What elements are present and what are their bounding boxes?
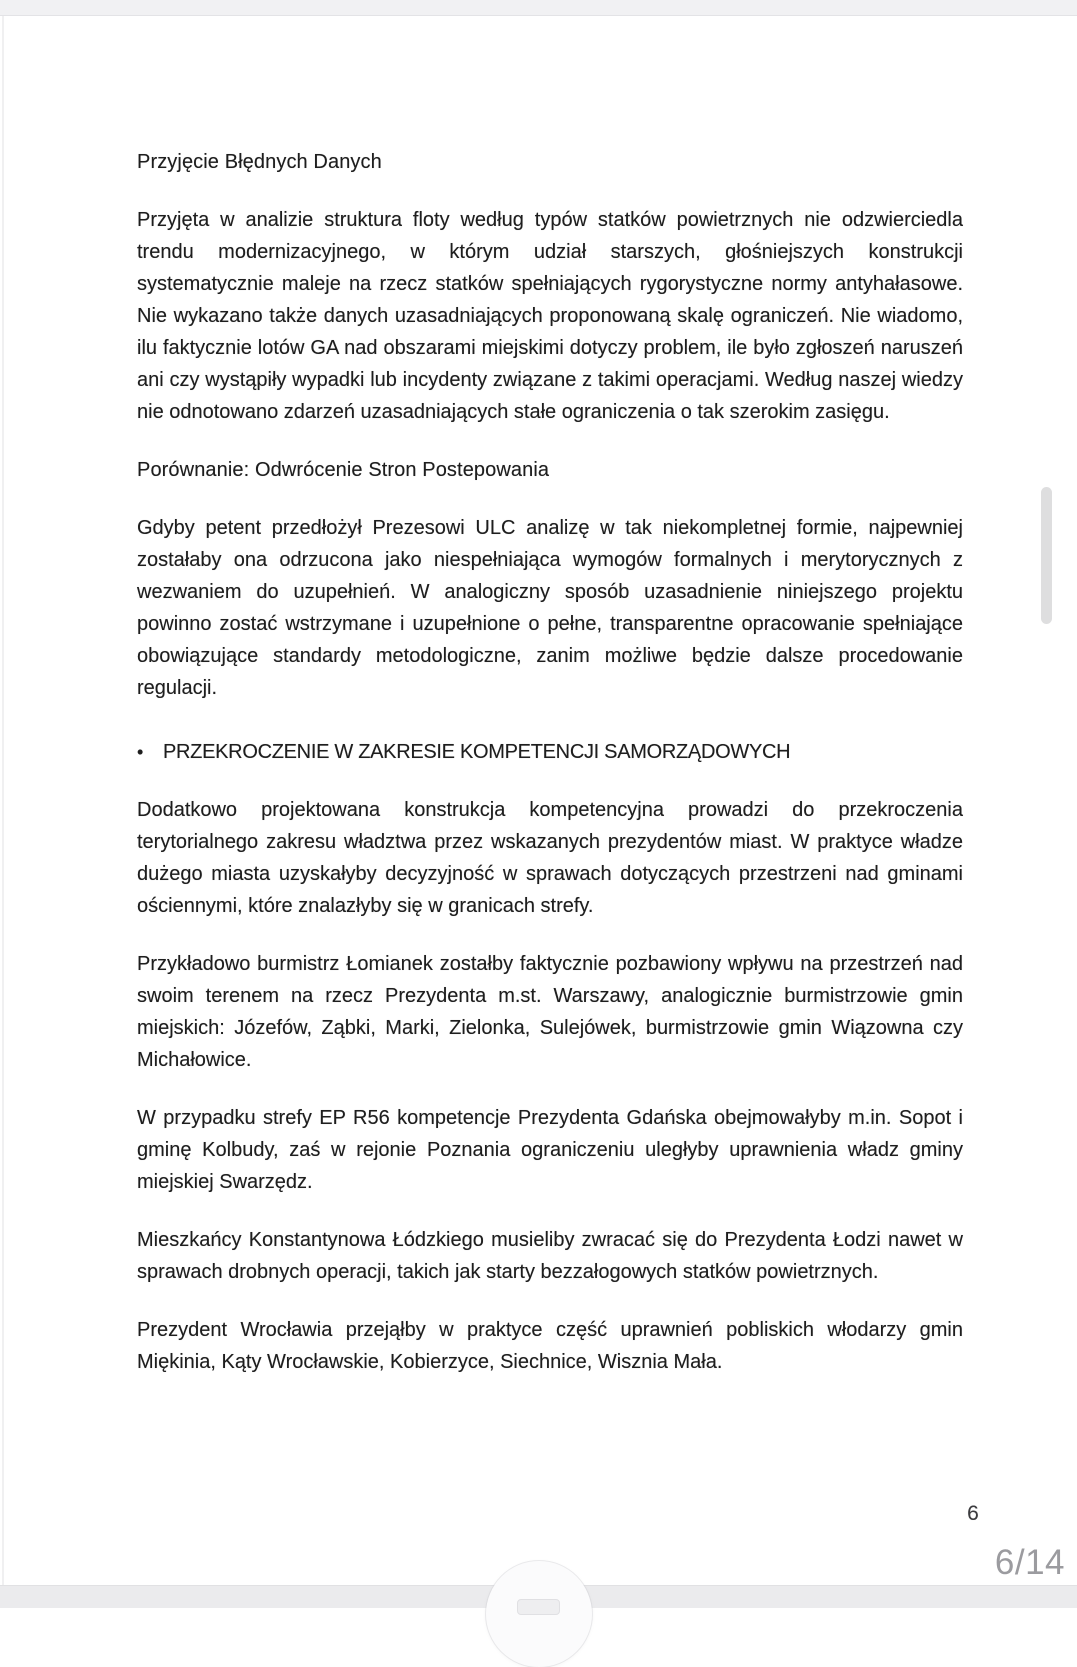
- handle-icon: [517, 1599, 560, 1615]
- page-number: 6: [967, 1502, 979, 1525]
- paragraph: W przypadku strefy EP R56 kompetencje Prezydenta Gdańska obejmowałyby m.in. Sopot i gminę Kolbudy, zaś w rejonie Poznania ograniczeniu uległyby uprawnienia władz gminy miejskiej Swarzędz.: [137, 1107, 963, 1193]
- bullet-item: [137, 736, 963, 768]
- viewer-top-edge: [0, 0, 1077, 16]
- bullet-text: PRZEKROCZENIE W ZAKRESIE KOMPETENCJI SAMORZĄDOWYCH: [163, 741, 791, 763]
- paragraph: Mieszkańcy Konstantynowa Łódzkiego musieliby zwracać się do Prezydenta Łodzi nawet w sprawach drobnych operacji, takich jak starty bezzałogowych statków powietrznych.: [137, 1229, 963, 1283]
- floating-handle-button[interactable]: [486, 1561, 592, 1667]
- paragraph: Przykładowo burmistrz Łomianek zostałby faktycznie pozbawiony wpływu na przestrzeń nad swoim terenem na rzecz Prezydenta m.st. Warszawy, analogicznie burmistrzowie gmin miejskich: Józefów, Ząbki, Marki, Zielonka, Sulejówek, burmistrzowie gmin Wiązowna czy Michałowice.: [137, 953, 963, 1071]
- paragraph: Przyjęta w analizie struktura floty według typów statków powietrznych nie odzwierciedla trendu modernizacyjnego, w którym udział starszych, głośniejszych konstrukcji systematycznie maleje na rzecz statków spełniających rygorystyczne normy antyhałasowe. Nie wykazano także danych uzasadniających proponowaną skalę ograniczeń. Nie wiadomo, ilu faktycznie lotów GA nad obszarami miejskimi dotyczy problem, ile było zgłoszeń naruszeń ani czy wystąpiły wypadki lub incydenty związane z takimi operacjami. Według naszej wiedzy nie odnotowano zdarzeń uzasadniających stałe ograniczenia o tak szerokim zasięgu.: [137, 209, 963, 423]
- section-heading: Przyjęcie Błędnych Danych: [137, 151, 382, 173]
- section-heading: Porównanie: Odwrócenie Stron Postepowania: [137, 459, 550, 481]
- page-indicator-overlay: 6/14: [994, 1543, 1065, 1582]
- scrollbar-thumb[interactable]: [1041, 487, 1052, 624]
- paragraph: Prezydent Wrocławia przejąłby w praktyce część uprawnień pobliskich włodarzy gmin Miękinia, Kąty Wrocławskie, Kobierzyce, Siechnice, Wisznia Mała.: [137, 1319, 963, 1373]
- page-left-edge: [2, 16, 4, 1607]
- bullet-icon: •: [137, 742, 144, 762]
- document-page: [137, 146, 963, 1404]
- paragraph: Gdyby petent przedłożył Prezesowi ULC analizę w tak niekompletnej formie, najpewniej zostałaby ona odrzucona jako niespełniająca wymogów formalnych i merytorycznych z wezwaniem do uzupełnień. W analogiczny sposób uzasadnienie niniejszego projektu powinno zostać wstrzymane i uzupełnione o pełne, transparentne opracowanie spełniające obowiązujące standardy metodologiczne, zanim możliwe będzie dalsze procedowanie regulacji.: [137, 517, 963, 699]
- paragraph: Dodatkowo projektowana konstrukcja kompetencyjna prowadzi do przekroczenia terytorialnego zakresu władztwa przez wskazanych prezydentów miast. W praktyce władze dużego miasta uzyskałyby decyzyjność w sprawach dotyczących przestrzeni nad gminami ościennymi, które znalazłyby się w granicach strefy.: [137, 799, 963, 917]
